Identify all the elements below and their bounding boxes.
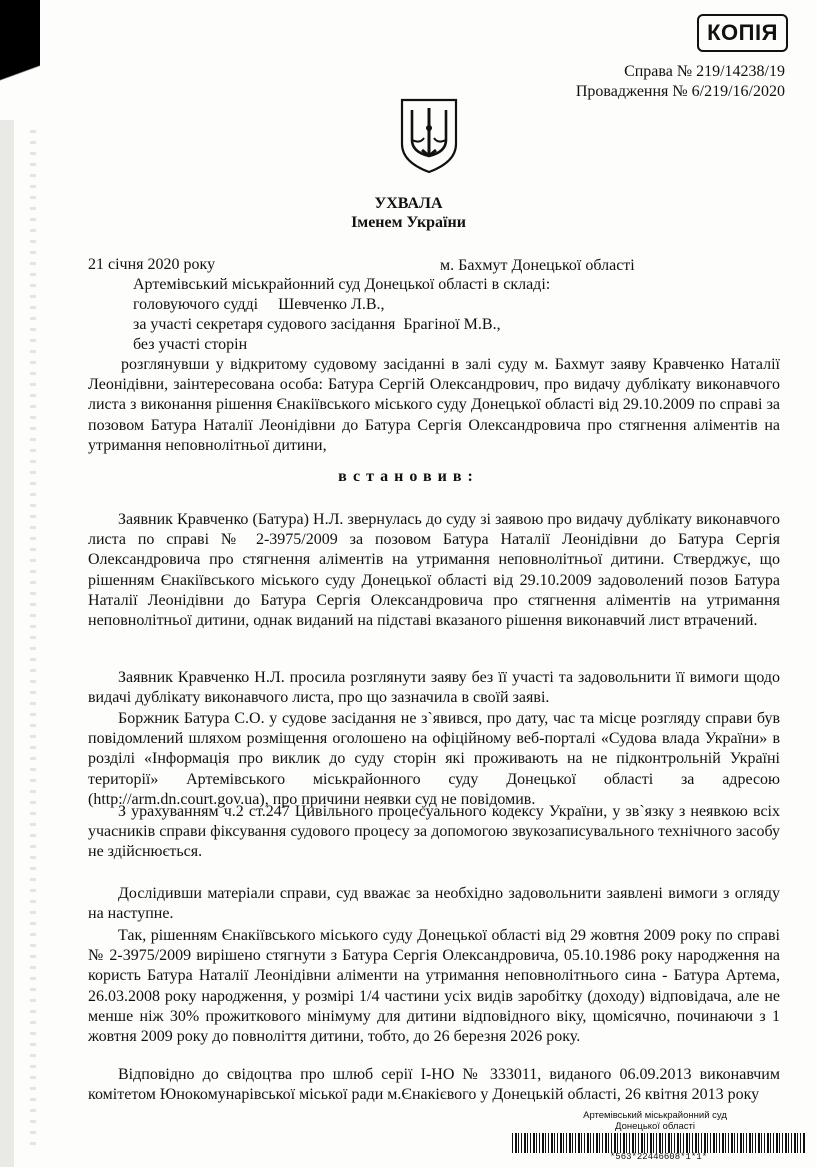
body-paragraph: З урахуванням ч.2 ст.247 Цивільного процесуального кодексу України, у зв`язку з неявкою всіх учасників справи фіксування судового процесу за допомогою звукозаписувального технічного засобу не здійснюється. xyxy=(88,803,780,861)
body-paragraph: Так, рішенням Єнакіївського міського суду Донецької області від 29 жовтня 2009 року по справі № 2-3975/2009 вирішено стягнути з Батура Сергія Олександровича, 05.10.1986 року народження на користь Батура Наталії Леонідівни аліменти на утримання неповнолітнього сина - Батура Артема, 26.03.2008 року народження, у розмірі 1/4 частини усіх видів заробітку (доходу) відповідача, але не менше ніж 30% прожиткового мінімуму для дитини відповідного віку, щомісячно, починаючи з 1 жовтня 2009 року до повноліття дитини, тобто, до 26 березня 2026 року. xyxy=(88,927,780,1046)
trident-icon xyxy=(398,96,460,174)
proceeding-number: Провадження № 6/219/16/2020 xyxy=(575,83,785,100)
barcode-text: *563*22446608*1*1* xyxy=(609,1152,708,1162)
court-composition-line: Артемівський міськрайонний суд Донецької області в складі: xyxy=(133,276,551,293)
document-title: УХВАЛА xyxy=(374,195,443,212)
body-paragraph: Заявник Кравченко Н.Л. просила розглянути заяву без її участі та задовольнити її вимоги щодо видачі дублікату виконавчого листа, про що зазначила в своїй заяві. xyxy=(88,669,780,707)
scan-shadow xyxy=(0,0,40,130)
body-paragraph: Боржник Батура С.О. у судове засідання не з`явився, про дату, час та місце розгляду справи був повідомлений шляхом розміщення оголошено на офіційному веб-порталі «Судова влада України» в розділі «Інформація про виклик до суду сторін які проживають на не підконтрольній Україні території» Артемівського міськрайонного суду Донецької області за адресою (http://arm.dn.court.gov.ua), про причини неявки суд не повідомив. xyxy=(88,710,780,808)
intro-paragraph: розглянувши у відкритому судовому засіданні в залі суду м. Бахмут заяву Кравченко Наталії Леонідівни, заінтересована особа: Батура Сергій Олександрович, про видачу дублікату виконавчого листа з виконання рішення Єнакіївського міського суду Донецької області від 29.10.2009 по справі за позовом Батура Наталії Леонідівни до Батура Сергія Олександровича про стягнення аліментів на утримання неповнолітньої дитини, xyxy=(88,356,780,454)
document-place: м. Бахмут Донецької області xyxy=(440,257,635,274)
scan-edge xyxy=(0,120,14,1167)
barcode xyxy=(512,1133,805,1153)
document-subtitle: Іменем України xyxy=(351,214,466,231)
case-info xyxy=(576,62,785,102)
document-date: 21 січня 2020 року xyxy=(88,256,216,273)
secretary-line: за участі секретаря судового засідання Брагіної М.В., xyxy=(133,316,501,333)
court-stamp-line: Артемівський міськрайонний суд xyxy=(583,1110,727,1121)
section-heading: встановив: xyxy=(338,468,479,485)
parties-line: без участі сторін xyxy=(133,336,248,353)
case-number: Справа № 219/14238/19 xyxy=(624,63,785,80)
judge-line: головуючого судді Шевченко Л.В., xyxy=(133,296,385,313)
binding-holes xyxy=(30,130,36,1150)
body-paragraph: Дослідивши матеріали справи, суд вважає за необхідно задовольнити заявлені вимоги з огляду на наступне. xyxy=(88,885,780,923)
court-stamp xyxy=(570,1110,740,1132)
body-paragraph: Відповідно до свідоцтва про шлюб серії І-НО № 333011, виданого 06.09.2013 виконавчим комітетом Юнокомунарівської міської ради м.Єнакієвого у Донецькій області, 26 квітня 2013 року xyxy=(88,1066,780,1104)
court-stamp-line: Донецької області xyxy=(615,1121,695,1132)
body-paragraph: Заявник Кравченко (Батура) Н.Л. звернулась до суду зі заявою про видачу дублікату виконавчого листа по справі № 2-3975/2009 за позовом Батура Наталії Леонідівни до Батура Сергія Олександровича про стягнення аліментів на утримання неповнолітньої дитини. Стверджує, що рішенням Єнакіївського міського суду Донецької області від 29.10.2009 задоволений позов Батура Наталії Леонідівни до Батура Сергія Олександровича про стягнення аліментів на утримання неповнолітньої дитини, однак виданий на підставі вказаного рішення виконавчий лист втрачений. xyxy=(88,511,780,630)
copy-stamp: КОПІЯ xyxy=(697,14,788,52)
